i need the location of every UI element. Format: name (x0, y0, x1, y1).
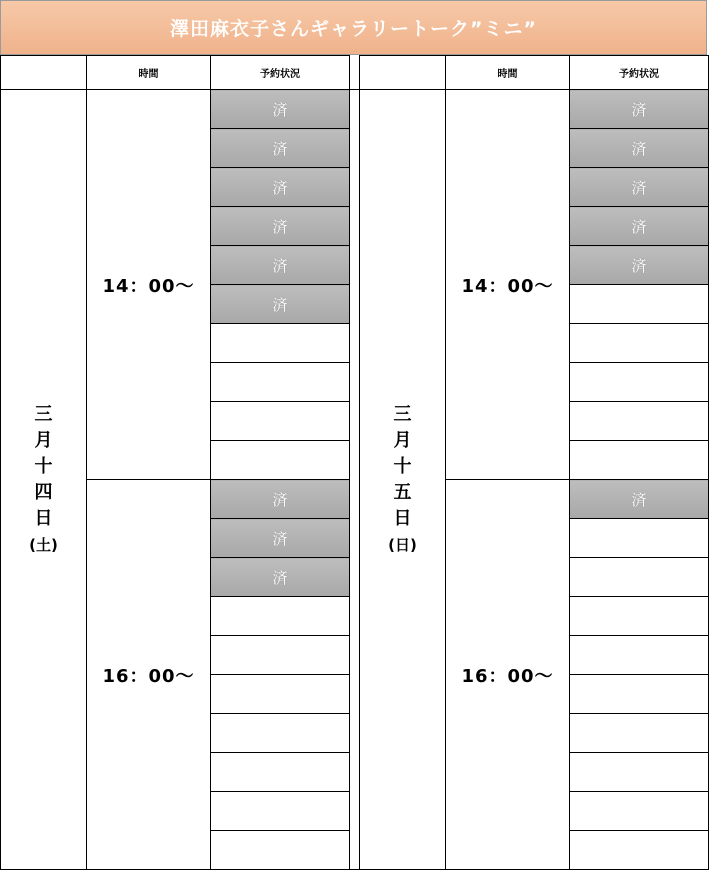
slot-booked: 済 (211, 207, 350, 246)
slot-available (211, 597, 350, 636)
slot-available (570, 402, 709, 441)
reservation-table (0, 55, 709, 870)
date-char: 十 (393, 455, 412, 477)
slot-available (570, 636, 709, 675)
slot-available (570, 363, 709, 402)
slot-available (211, 402, 350, 441)
slot-available (211, 675, 350, 714)
slot-available (570, 285, 709, 324)
date-cell (360, 90, 446, 870)
date-cell (1, 90, 87, 870)
header-time: 時間 (87, 56, 211, 90)
date-char: 日 (34, 507, 53, 529)
slot-booked: 済 (570, 480, 709, 519)
session-time: 16：00～ (446, 480, 570, 870)
slot-available (570, 714, 709, 753)
slot-available (570, 597, 709, 636)
slot-available (570, 558, 709, 597)
slot-booked: 済 (570, 90, 709, 129)
slot-booked: 済 (211, 285, 350, 324)
weekday-label: (土) (29, 535, 58, 554)
header-status: 予約状況 (570, 56, 709, 90)
header-time: 時間 (446, 56, 570, 90)
slot-booked: 済 (211, 129, 350, 168)
date-char: 月 (393, 429, 412, 451)
slot-booked: 済 (570, 207, 709, 246)
slot-available (570, 441, 709, 480)
slot-available (570, 831, 709, 870)
session-time: 14：00～ (446, 90, 570, 480)
column-gap (350, 56, 360, 90)
date-char: 三 (34, 403, 53, 425)
slot-booked: 済 (570, 246, 709, 285)
header-date (1, 56, 87, 90)
slot-available (211, 714, 350, 753)
session-time: 16：00～ (87, 480, 211, 870)
date-char: 五 (393, 481, 412, 503)
slot-booked: 済 (211, 519, 350, 558)
slot-booked: 済 (211, 246, 350, 285)
session-time: 14：00～ (87, 90, 211, 480)
weekday-label: (日) (388, 535, 417, 554)
slot-available (211, 636, 350, 675)
table-row (1, 90, 709, 129)
slot-available (570, 753, 709, 792)
slot-available (211, 792, 350, 831)
slot-booked: 済 (211, 90, 350, 129)
header-status: 予約状況 (211, 56, 350, 90)
slot-available (570, 675, 709, 714)
date-char: 日 (393, 507, 412, 529)
slot-booked: 済 (211, 168, 350, 207)
slot-available (570, 519, 709, 558)
slot-available (211, 441, 350, 480)
date-char: 十 (34, 455, 53, 477)
slot-available (211, 831, 350, 870)
date-char: 月 (34, 429, 53, 451)
page-title: 澤田麻衣子さんギャラリートーク”ミニ” (0, 0, 707, 55)
slot-available (211, 363, 350, 402)
date-char: 三 (393, 403, 412, 425)
reservation-table-body (1, 56, 709, 870)
column-gap (350, 90, 360, 870)
slot-available (570, 792, 709, 831)
header-date (360, 56, 446, 90)
header-row (1, 56, 709, 90)
slot-available (211, 753, 350, 792)
slot-booked: 済 (570, 168, 709, 207)
slot-available (570, 324, 709, 363)
date-char: 四 (34, 481, 53, 503)
slot-booked: 済 (211, 480, 350, 519)
slot-booked: 済 (211, 558, 350, 597)
slot-available (211, 324, 350, 363)
slot-booked: 済 (570, 129, 709, 168)
